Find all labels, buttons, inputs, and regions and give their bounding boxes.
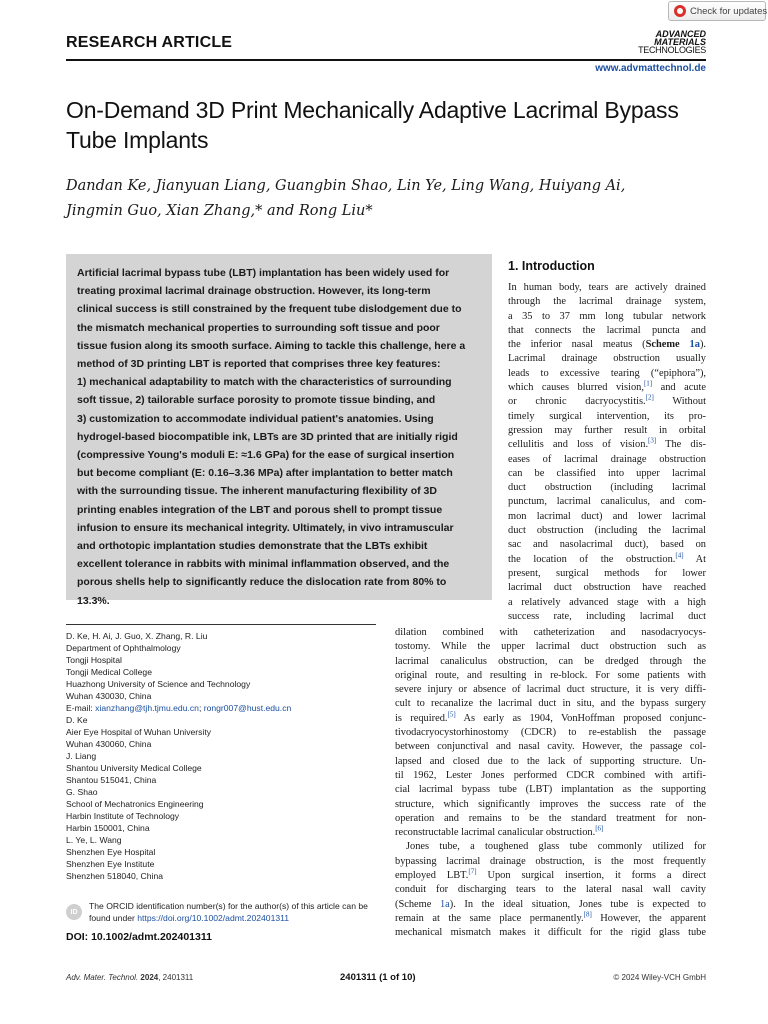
footer-journal: Adv. Mater. Technol. <box>66 973 139 982</box>
body-text-line: bypassing lacrimal drainage obstruction, is the most frequently <box>395 855 706 867</box>
orcid-doi-link[interactable]: https://doi.org/10.1002/admt.202401311 <box>137 913 290 923</box>
body-text-line: gression may further result in orbital <box>508 424 706 436</box>
affiliation-line: Harbin 150001, China <box>66 823 150 833</box>
abstract-line: soft tissue, 2) tailorable surface porosity to promote tissue binding, and <box>77 394 436 407</box>
affiliation-line: Shantou 515041, China <box>66 775 157 785</box>
reference-marker[interactable]: [2] <box>645 393 654 402</box>
body-text-line: severe injury or absence of lacrimal duct structure, it is very diffi- <box>395 684 706 696</box>
affiliation-line: L. Ye, L. Wang <box>66 835 122 845</box>
body-text-line: cellulitis and loss of vision.[3] The dis- <box>508 436 706 451</box>
email-link[interactable]: xianzhang@tjh.tjmu.edu.cn <box>95 703 199 713</box>
abstract-line: Artificial lacrimal bypass tube (LBT) implantation has been widely used for <box>77 267 450 279</box>
body-text-line: til 1962, Lester Jones performed CDCR combined with artifi- <box>395 769 706 781</box>
abstract-line: but become compliant (E: 0.16–3.36 MPa) after implantation to better match <box>77 467 453 480</box>
journal-logo <box>632 30 706 54</box>
abstract-line: hydrogel-based biocompatible ink, LBTs are 3D printed that are initially rigid <box>77 430 458 443</box>
body-text-line: reconstructable lacrimal canalicular obstruction.[6] <box>395 824 604 839</box>
scheme-link[interactable]: Scheme 1a <box>398 898 450 910</box>
check-for-updates-label: Check for updates <box>690 5 768 17</box>
orcid-note-text: The ORCID identification number(s) for the author(s) of this article can be found under <box>89 901 368 923</box>
introduction-text-wide <box>395 626 706 941</box>
orcid-icon: ID <box>66 904 82 920</box>
body-text-line: eases of lacrimal drainage obstruction <box>508 453 706 465</box>
abstract-line: porous shells help to significantly reduce the dislocation rate from 80% to <box>77 576 447 589</box>
affiliation-group <box>66 630 366 714</box>
body-text-line: Jones tube, a toughened glass tube commonly utilized for <box>406 841 706 853</box>
body-text-line: operation and remains to be the standard treatment for non- <box>395 812 706 824</box>
body-text-line: structure, which significantly improves the success rate of the <box>395 798 706 810</box>
body-text-line: is required.[5] As early as 1904, VonHoffman proposed conjunc- <box>395 710 706 724</box>
body-text-line: tivodacryocystorhinostomy (CDCR) to re-establish the passage <box>395 727 706 739</box>
reference-marker[interactable]: [8] <box>583 910 592 919</box>
abstract-line: 1) mechanical adaptability to match with the characteristics of surrounding <box>77 376 452 389</box>
affiliation-line: D. Ke <box>66 715 88 725</box>
article-type-label: RESEARCH ARTICLE <box>66 34 233 51</box>
journal-logo-line: MATERIALS <box>654 37 706 47</box>
abstract-line: 13.3%. <box>77 594 110 607</box>
reference-marker[interactable]: [5] <box>447 710 456 719</box>
abstract-text <box>77 264 482 610</box>
affiliation-line: G. Shao <box>66 787 98 797</box>
body-text-line: lacrimal duct obstruction have reached <box>508 582 706 594</box>
affiliations-divider <box>66 624 376 625</box>
journal-logo-line: ADVANCED <box>655 29 706 39</box>
affiliation-line: Tongji Hospital <box>66 655 122 665</box>
body-text-line: lacrimal canaliculus obstruction, can be dredged through the <box>395 655 706 667</box>
body-text-line: which causes blurred vision,[1] and acute <box>508 379 706 394</box>
body-text-line: a relatively advanced stage with a high <box>508 596 706 608</box>
introduction-heading: 1. Introduction <box>508 259 595 273</box>
body-text-line: punctum, lacrimal canaliculus, and com- <box>508 496 706 508</box>
affiliation-line: Tongji Medical College <box>66 667 152 677</box>
journal-url-link[interactable]: www.advmattechnol.de <box>595 63 706 74</box>
abstract-line: excellent tolerance in rabbits with minimal inflammation observed, and the <box>77 558 450 571</box>
journal-logo-line: TECHNOLOGIES <box>638 45 706 55</box>
affiliation-line: Shantou University Medical College <box>66 763 202 773</box>
body-text-line: dilation combined with catheterization and nasodacryocys- <box>395 627 706 638</box>
body-text-line: conduit for discharging tears to the lateral nasal wall cavity <box>395 884 706 896</box>
body-text-line: mechanical mismatch makes it difficult for the rigid glass tube <box>395 927 706 939</box>
affiliation-line: J. Liang <box>66 751 97 761</box>
abstract-line: (compressive Young's moduli E: ≈1.6 GPa) for the ease of surgical insertion <box>77 449 455 462</box>
body-text-line: duct obstruction (including the lacrimal <box>508 525 706 537</box>
body-text-line: tostomy. While the upper lacrimal duct obstruction such as <box>395 641 706 653</box>
email-separator: ; <box>198 703 204 713</box>
author-list: Dandan Ke, Jianyuan Liang, Guangbin Shao, Lin Ye, Ling Wang, Huiyang Ai, Jingmin Guo, Xian Zhang,* and Rong Liu* <box>66 178 626 219</box>
affiliation-line: Harbin Institute of Technology <box>66 811 180 821</box>
body-text-line: employed LBT.[7] Upon surgical insertion, it forms a direct <box>395 867 707 882</box>
introduction-text-narrow <box>508 281 706 624</box>
affiliation-line: Wuhan 430030, China <box>66 691 152 701</box>
abstract-line: treating proximal lacrimal drainage obstruction. However, its long-term <box>77 285 431 298</box>
body-text-line: cial lacrimal bypass tube (LBT) implantation as the supporting <box>395 784 706 796</box>
footer-year: 2024 <box>140 973 159 982</box>
body-text-line: through the lacrimal drainage system, <box>508 296 706 308</box>
doi-label: DOI: 10.1002/admt.202401311 <box>66 931 212 943</box>
body-text-line: sac and nasolacrimal duct), based on <box>508 539 706 551</box>
affiliation-line: Shenzhen 518040, China <box>66 871 163 881</box>
body-text-line: duct obstruction (including lacrimal <box>508 482 706 494</box>
abstract-line: tissue fusion along its smooth surface. Aiming to tackle this challenge, here a <box>77 339 466 352</box>
body-text-line: original route, and resulting in re-block. For some patients with <box>395 669 706 681</box>
affiliation-group <box>66 714 366 750</box>
abstract-line: 3) customization to accommodate individual patient's anatomies. Using <box>77 412 434 425</box>
reference-marker[interactable]: [3] <box>648 436 657 445</box>
body-text-line: remain at the same place permanently.[8] However, the apparent <box>395 910 706 924</box>
reference-marker[interactable]: [4] <box>675 551 684 560</box>
abstract-line: clinical success is still constrained by the frequent tube dislodgement due to <box>77 303 462 316</box>
body-text-line: leads to excessive tearing (“epiphora”), <box>508 367 706 379</box>
crossmark-icon <box>674 5 686 17</box>
email-line <box>66 702 366 714</box>
abstract-line: the mismatch mechanical properties to surrounding soft tissue and poor <box>77 321 440 334</box>
abstract-line: infusion to ensure its mechanical integrity. Ultimately, in vivo intramuscular <box>77 521 454 534</box>
body-text-line: present, surgical methods for lower <box>508 567 706 579</box>
abstract-line: with the surrounding tissue. The inherent manufacturing flexibility of 3D <box>77 485 437 498</box>
body-text-line: can be classified into upper lacrimal <box>508 467 706 479</box>
body-text-line: a 35 to 37 mm long tubular network <box>508 310 706 322</box>
scheme-link[interactable]: Scheme 1a <box>645 339 700 351</box>
affiliation-group <box>66 750 366 786</box>
abstract-line: printing enables integration of the LBT and porous shell to prompt tissue <box>77 503 443 516</box>
affiliation-line: School of Mechatronics Engineering <box>66 799 204 809</box>
body-text-line: that connects the lacrimal puncta and <box>508 324 706 336</box>
body-text-line: between conjunctival and nasal cavity. However, the passage col- <box>395 741 706 753</box>
body-text-line: the location of the obstruction.[4] At <box>508 551 706 565</box>
header-divider <box>66 59 706 61</box>
footer-article-number: 2401311 <box>162 973 194 982</box>
footer-citation: Adv. Mater. Technol. 2024, 2401311 <box>66 973 194 982</box>
footer-copyright: © 2024 Wiley-VCH GmbH <box>613 973 706 982</box>
body-text-line: (Scheme 1a). In the ideal situation, Jones tube is expected to <box>395 898 706 910</box>
body-text-line: timely surgical intervention, its pro- <box>508 410 706 422</box>
body-text-line: or chronic dacryocystitis.[2] Without <box>508 393 706 408</box>
email-label: E-mail: <box>66 703 96 713</box>
affiliation-line: D. Ke, H. Ai, J. Guo, X. Zhang, R. Liu <box>66 631 208 641</box>
affiliation-line: Shenzhen Eye Institute <box>66 859 155 869</box>
abstract-line: and orthotopic implantation studies demonstrate that the LBTs exhibit <box>77 540 428 553</box>
body-text-line: success rate, including lacrimal duct <box>508 610 706 622</box>
email-link[interactable]: rongr007@hust.edu.cn <box>203 703 292 713</box>
body-text-line: the inferior nasal meatus (Scheme 1a). <box>508 339 706 351</box>
affiliations-block <box>66 630 366 882</box>
affiliation-line: Aier Eye Hospital of Wuhan University <box>66 727 212 737</box>
affiliation-group <box>66 786 366 834</box>
body-text-line: Lacrimal drainage obstruction usually <box>508 353 706 365</box>
body-text-line: lapsed and closed due to the lack of supporting structure. Un- <box>395 755 706 767</box>
affiliation-group <box>66 834 366 882</box>
body-text-line: cult to recanalize the lacrimal duct in situ, and the bypass surgery <box>395 698 706 710</box>
reference-marker[interactable]: [6] <box>595 824 604 833</box>
abstract-line: method of 3D printing LBT is reported that comprises three key features: <box>77 358 441 371</box>
check-for-updates-button[interactable] <box>668 1 766 21</box>
orcid-note <box>89 900 381 924</box>
footer-page-number: 2401311 (1 of 10) <box>340 972 416 983</box>
reference-marker[interactable]: [1] <box>643 379 653 388</box>
affiliation-line: Shenzhen Eye Hospital <box>66 847 156 857</box>
affiliation-line: Department of Ophthalmology <box>66 643 181 653</box>
reference-marker[interactable]: [7] <box>468 867 477 876</box>
body-text-line: mon lacrimal duct) and lower lacrimal <box>508 510 706 522</box>
body-text-line: In human body, tears are actively drained <box>508 282 706 293</box>
article-title: On-Demand 3D Print Mechanically Adaptive Lacrimal Bypass Tube Implants <box>66 97 679 153</box>
affiliation-line: Huazhong University of Science and Technology <box>66 679 251 689</box>
affiliation-line: Wuhan 430060, China <box>66 739 152 749</box>
